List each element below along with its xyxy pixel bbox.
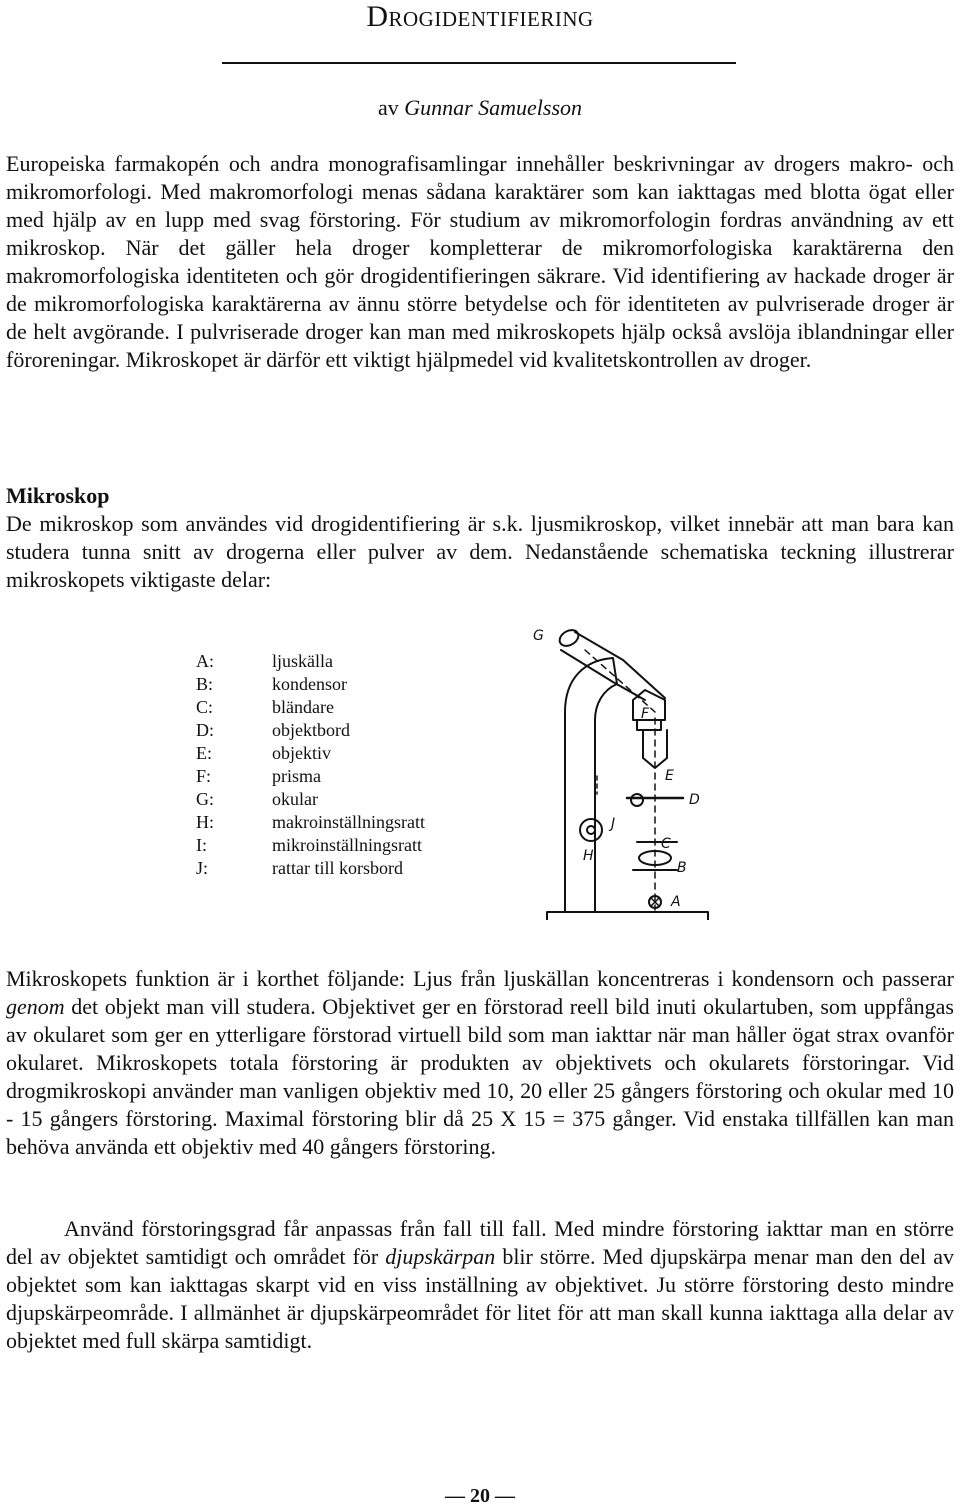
legend-label: makroinställningsratt: [272, 812, 425, 832]
title-rule: [222, 62, 736, 64]
legend-label: ljuskälla: [272, 651, 333, 671]
legend-row: [196, 696, 425, 719]
byline-prefix: av: [377, 95, 405, 120]
section-paragraph: De mikroskop som användes vid drogidentifiering är s.k. ljusmikroskop, vilket innebär att man bara kan studera tunna snitt av drogerna eller pulver av dem. Nedanstående schematiska teckning illustrerar mikroskopets viktigaste delar:: [6, 511, 954, 592]
legend-row: [196, 834, 425, 857]
function-paragraph: [6, 965, 954, 1161]
label-h: H: [583, 848, 594, 864]
label-f: F: [641, 706, 650, 722]
legend-key: I:: [196, 835, 207, 855]
legend-label: kondensor: [272, 674, 347, 694]
depth-text-end: blir större. Med djupskärpa menar man den del av objektet som kan iakttagas skarpt vid en viss inställning av objektivet. Ju större förstoring desto mindre djupskärpeområde. I allmänhet är djupskärpeområdet för litet för att man skall kunna iakttaga alla delar av objektet med full skärpa samtidigt.: [6, 1244, 954, 1353]
legend-key: B:: [196, 674, 214, 694]
label-e: E: [665, 768, 674, 784]
legend-row: [196, 650, 425, 673]
legend-label: okular: [272, 789, 318, 809]
byline: [0, 93, 960, 123]
function-text-start: Mikroskopets funktion är i korthet följande: Ljus från ljuskällan koncentreras i kondensorn och passerar: [6, 966, 954, 991]
legend-row: [196, 742, 425, 765]
legend-key: D:: [196, 720, 214, 740]
label-j: J: [611, 816, 616, 832]
byline-author: Gunnar Samuelsson: [404, 95, 583, 120]
intro-paragraph: Europeiska farmakopén och andra monografisamlingar innehåller beskrivningar av drogers makro- och mikromorfologi. Med makromorfologi menas sådana karaktärer som kan iakttagas med blotta ögat eller med hjälp av en lupp med svag förstoring. För studium av mikromorfologin fordras användning av ett mikroskop. När det gäller hela droger kompletterar de mikromorfologiska karaktärerna den makromorfologiska identiteten och gör drogidentifieringen säkrare. Vid identifiering av hackade droger är de mikromorfologiska karaktärerna av ännu större betydelse och för identiteten av pulvriserade droger är de helt avgörande. I pulvriserade droger kan man med mikroskopets hjälp också avslöja iblandningar eller föroreningar. Mikroskopet är därför ett viktigt hjälpmedel vid kvalitetskontrollen av droger.: [6, 151, 954, 372]
parts-legend: [196, 650, 425, 880]
legend-row: [196, 719, 425, 742]
function-text-end: det objekt man vill studera. Objektivet ger en förstorad reell bild inuti okulartuben, som uppfångas av okularet som ger en ytterligare förstorad virtuell bild som man iakttar när man håller ögat strax ovanför okularet. Mikroskopets totala förstoring är produkten av objektivets och okularets förstoringar. Vid drogmikroskopi använder man vanligen objektiv med 10, 20 eller 25 gångers förstoring och okular med 10 - 15 gångers förstoring. Maximal förstoring blir då 25 X 15 = 375 gånger. Vid enstaka tillfällen kan man behöva använda ett objektiv med 40 gångers förstoring.: [6, 994, 954, 1159]
label-c: C: [661, 836, 671, 852]
legend-row: [196, 857, 425, 880]
depth-paragraph: [6, 1215, 954, 1355]
legend-row: [196, 788, 425, 811]
legend-key: H:: [196, 812, 214, 832]
legend-key: E:: [196, 743, 212, 763]
label-g: G: [533, 628, 544, 644]
legend-label: bländare: [272, 697, 334, 717]
legend-label: mikroinställningsratt: [272, 835, 422, 855]
legend-label: prisma: [272, 766, 321, 786]
page-number: — 20 —: [445, 1485, 515, 1507]
label-b: B: [677, 860, 687, 876]
legend-key: J:: [196, 858, 209, 878]
legend-key: C:: [196, 697, 214, 717]
legend-label: rattar till korsbord: [272, 858, 403, 878]
depth-text-start: Använd förstoringsgrad får anpassas från fall till fall. Med mindre förstoring iakttar man en större del av objektet samtidigt och området för: [6, 1216, 954, 1269]
depth-text-emphasis: djupskärpan: [385, 1244, 496, 1269]
legend-row: [196, 765, 425, 788]
legend-key: G:: [196, 789, 214, 809]
page-title: Drogidentifiering: [366, 0, 594, 33]
legend-row: [196, 811, 425, 834]
function-text-emphasis: genom: [6, 994, 65, 1019]
figure-labels: [525, 620, 710, 920]
legend-key: F:: [196, 766, 212, 786]
legend-label: objektbord: [272, 720, 350, 740]
legend-label: objektiv: [272, 743, 331, 763]
section-heading: Mikroskop: [6, 483, 110, 508]
label-d: D: [689, 792, 700, 808]
legend-key: A:: [196, 651, 214, 671]
legend-row: [196, 673, 425, 696]
label-a: A: [671, 894, 681, 910]
